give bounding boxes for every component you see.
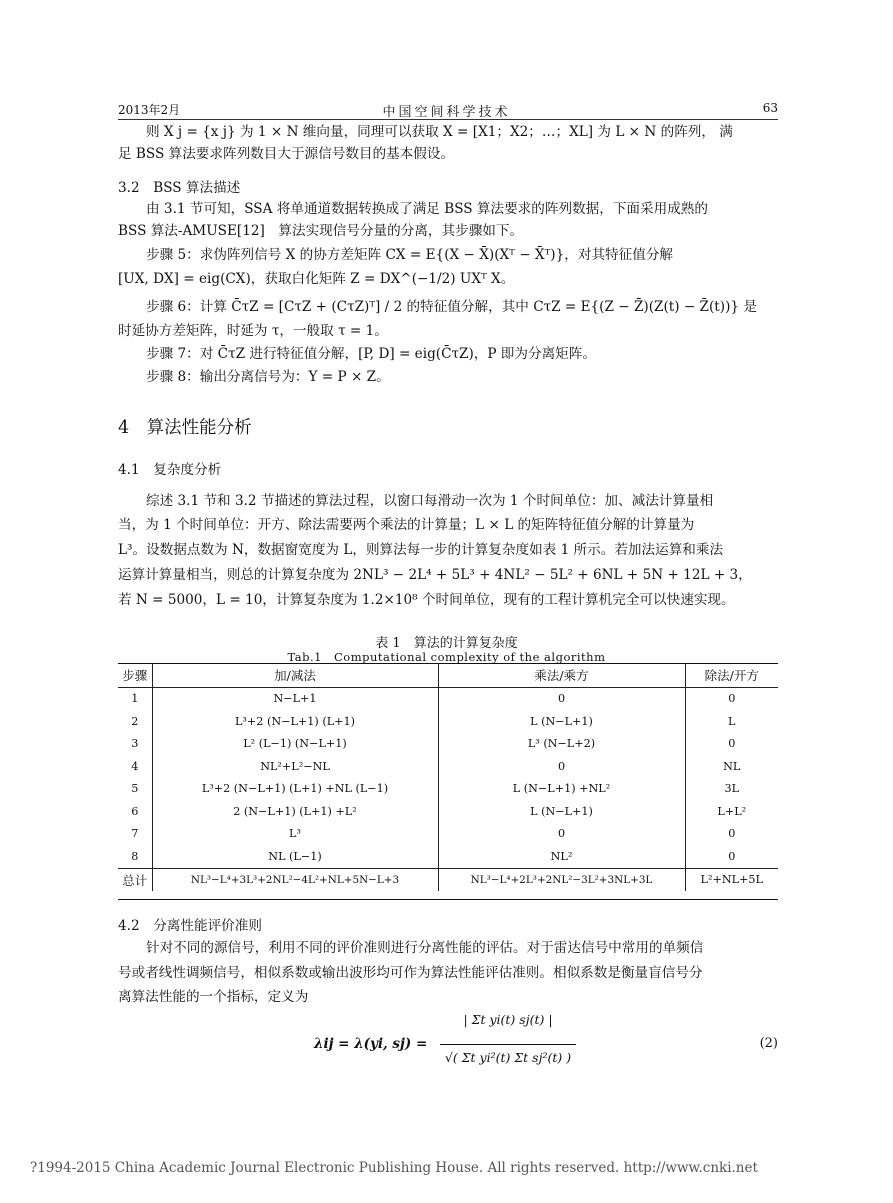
step-7-line: 步骤 7：对 C̄τZ 进行特征值分解，[P, D] = eig(C̄τZ)，P 即为分离矩阵。 xyxy=(146,346,596,362)
column-header: 步骤 xyxy=(118,664,152,687)
table-cell: L xyxy=(685,710,778,733)
table-cell: 0 xyxy=(685,845,778,868)
table-bottom-rule xyxy=(118,899,778,900)
equation-numerator: | Σt yi(t) sj(t) | xyxy=(463,1012,553,1027)
table-cell: NL³−L⁴+2L³+2NL²−3L²+3NL+3L xyxy=(438,868,685,891)
table-caption-cn: 表 1 算法的计算复杂度 xyxy=(375,636,518,651)
body-line: 针对不同的源信号，利用不同的评价准则进行分离性能的评估。对于雷达信号中常用的单频信 xyxy=(146,940,704,956)
table-cell: N−L+1 xyxy=(152,687,438,710)
table-header-row xyxy=(118,664,778,687)
column-header: 乘法/乘方 xyxy=(438,664,685,687)
column-header: 加/减法 xyxy=(152,664,438,687)
step-5-line: 步骤 5：求伪阵列信号 X 的协方差矩阵 CX = E{(X − X̄)(Xᵀ − X̄ᵀ)}，对其特征值分解 xyxy=(146,247,674,263)
column-header: 除法/开方 xyxy=(685,664,778,687)
table-cell: 7 xyxy=(131,827,139,841)
journal-title: 中国空间科学技术 xyxy=(382,105,511,120)
header-rule xyxy=(118,119,778,120)
table-cell: 2 (N−L+1) (L+1) +L² xyxy=(152,800,438,823)
body-line: 运算计算量相当，则总的计算复杂度为 2NL³ − 2L⁴ + 5L³ + 4NL² − 5L² + 6NL + 5N + 12L + 3， xyxy=(118,567,752,583)
table-cell: 0 xyxy=(438,823,685,846)
section-heading-4-1: 4.1 复杂度分析 xyxy=(118,462,222,478)
table-cell: NL² xyxy=(438,845,685,868)
body-line: 由 3.1 节可知，SSA 将单通道数据转换成了满足 BSS 算法要求的阵列数据，下面采用成熟的 xyxy=(146,201,708,217)
table-cell: L (N−L+1) xyxy=(438,800,685,823)
table-row xyxy=(118,778,778,801)
section-heading-3-2: 3.2 BSS 算法描述 xyxy=(118,180,241,196)
table-cell: 3 xyxy=(131,737,139,751)
table-cell: 1 xyxy=(131,692,139,706)
table-cell: 0 xyxy=(438,687,685,710)
equation-denominator: √( Σt yi²(t) Σt sj²(t) ) xyxy=(444,1050,572,1065)
table-caption-en: Tab.1 Computational complexity of the algorithm xyxy=(287,650,606,664)
table-cell: 0 xyxy=(685,687,778,710)
table-row xyxy=(118,823,778,846)
table-cell: 3L xyxy=(685,778,778,801)
step-6-line: 步骤 6：计算 C̄τZ = [CτZ + (CτZ)ᵀ] / 2 的特征值分解，其中 CτZ = E{(Z − Z̄)(Z(t) − Z̄(t))} 是 xyxy=(146,299,757,315)
table-cell: L³ (N−L+2) xyxy=(438,733,685,756)
table-cell: L³ xyxy=(152,823,438,846)
table-row xyxy=(118,800,778,823)
equation-number: (2) xyxy=(759,1036,778,1051)
body-line: 时延协方差矩阵，时延为 τ，一般取 τ = 1。 xyxy=(118,323,388,339)
table-cell: 4 xyxy=(131,759,139,773)
table-cell: L³+2 (N−L+1) (L+1) +NL (L−1) xyxy=(152,778,438,801)
table-cell: L+L² xyxy=(685,800,778,823)
step-8-line: 步骤 8：输出分离信号为：Y = P × Z。 xyxy=(146,369,390,385)
table-cell: NL (L−1) xyxy=(152,845,438,868)
table-cell: 2 xyxy=(131,714,139,728)
table-cell: L² (L−1) (N−L+1) xyxy=(152,733,438,756)
copyright-footer: ?1994-2015 China Academic Journal Electronic Publishing House. All rights reserved. http://www.cnki.net xyxy=(30,1160,758,1176)
table-cell: 0 xyxy=(685,823,778,846)
table-row xyxy=(118,733,778,756)
table-cell: L²+NL+5L xyxy=(685,868,778,891)
table-row xyxy=(118,755,778,778)
body-line: 若 N = 5000，L = 10，计算复杂度为 1.2×10⁸ 个时间单位，现有的工程计算机完全可以快速实现。 xyxy=(118,592,735,608)
header-date: 2013年2月 xyxy=(118,103,181,117)
table-cell: NL³−L⁴+3L³+2NL²−4L²+NL+5N−L+3 xyxy=(152,868,438,891)
table-row xyxy=(118,710,778,733)
body-line: 则 X j = {x j} 为 1 × N 维向量，同理可以获取 X = [X1；X2；…；XL] 为 L × N 的阵列， 满 xyxy=(146,124,733,140)
table-row xyxy=(118,687,778,710)
table-cell: NL²+L²−NL xyxy=(152,755,438,778)
table-cell: L³+2 (N−L+1) (L+1) xyxy=(152,710,438,733)
table-row xyxy=(118,845,778,868)
table-total-row xyxy=(118,868,778,891)
equation-2 xyxy=(118,1008,778,1084)
section-heading-4-2: 4.2 分离性能评价准则 xyxy=(118,918,262,934)
table-cell: 0 xyxy=(685,733,778,756)
table-cell: 6 xyxy=(131,804,139,818)
table-cell: L (N−L+1) +NL² xyxy=(438,778,685,801)
body-line: [UX, DX] = eig(CX)，获取白化矩阵 Z = DX^(−1/2) UXᵀ X。 xyxy=(118,271,515,287)
body-line: 当，为 1 个时间单位：开方、除法需要两个乘法的计算量；L × L 的矩阵特征值分解的计算量为 xyxy=(118,517,695,533)
table-cell: 0 xyxy=(438,755,685,778)
body-line: L³。设数据点数为 N，数据窗宽度为 L，则算法每一步的计算复杂度如表 1 所示。若加法运算和乘法 xyxy=(118,542,724,558)
fraction-bar xyxy=(440,1044,576,1045)
equation-lhs: λij = λ(yi, sj) = xyxy=(314,1036,428,1052)
complexity-table xyxy=(118,664,778,891)
table-cell: 5 xyxy=(131,782,139,796)
table-cell: NL xyxy=(685,755,778,778)
section-heading-4: 4 算法性能分析 xyxy=(118,418,252,438)
page-number: 63 xyxy=(762,101,778,115)
body-line: 号或者线性调频信号，相似系数或输出波形均可作为算法性能评估准则。相似系数是衡量盲信号分 xyxy=(118,965,703,981)
body-line: 离算法性能的一个指标，定义为 xyxy=(118,989,309,1005)
body-line: 综述 3.1 节和 3.2 节描述的算法过程，以窗口每滑动一次为 1 个时间单位：加、减法计算量相 xyxy=(146,493,714,509)
body-line: 足 BSS 算法要求阵列数目大于源信号数目的基本假设。 xyxy=(118,146,455,162)
table-cell: 8 xyxy=(131,849,139,863)
table-cell: L (N−L+1) xyxy=(438,710,685,733)
table-cell: 总计 xyxy=(118,868,152,891)
body-line: BSS 算法-AMUSE[12] 算法实现信号分量的分离，其步骤如下。 xyxy=(118,223,524,239)
